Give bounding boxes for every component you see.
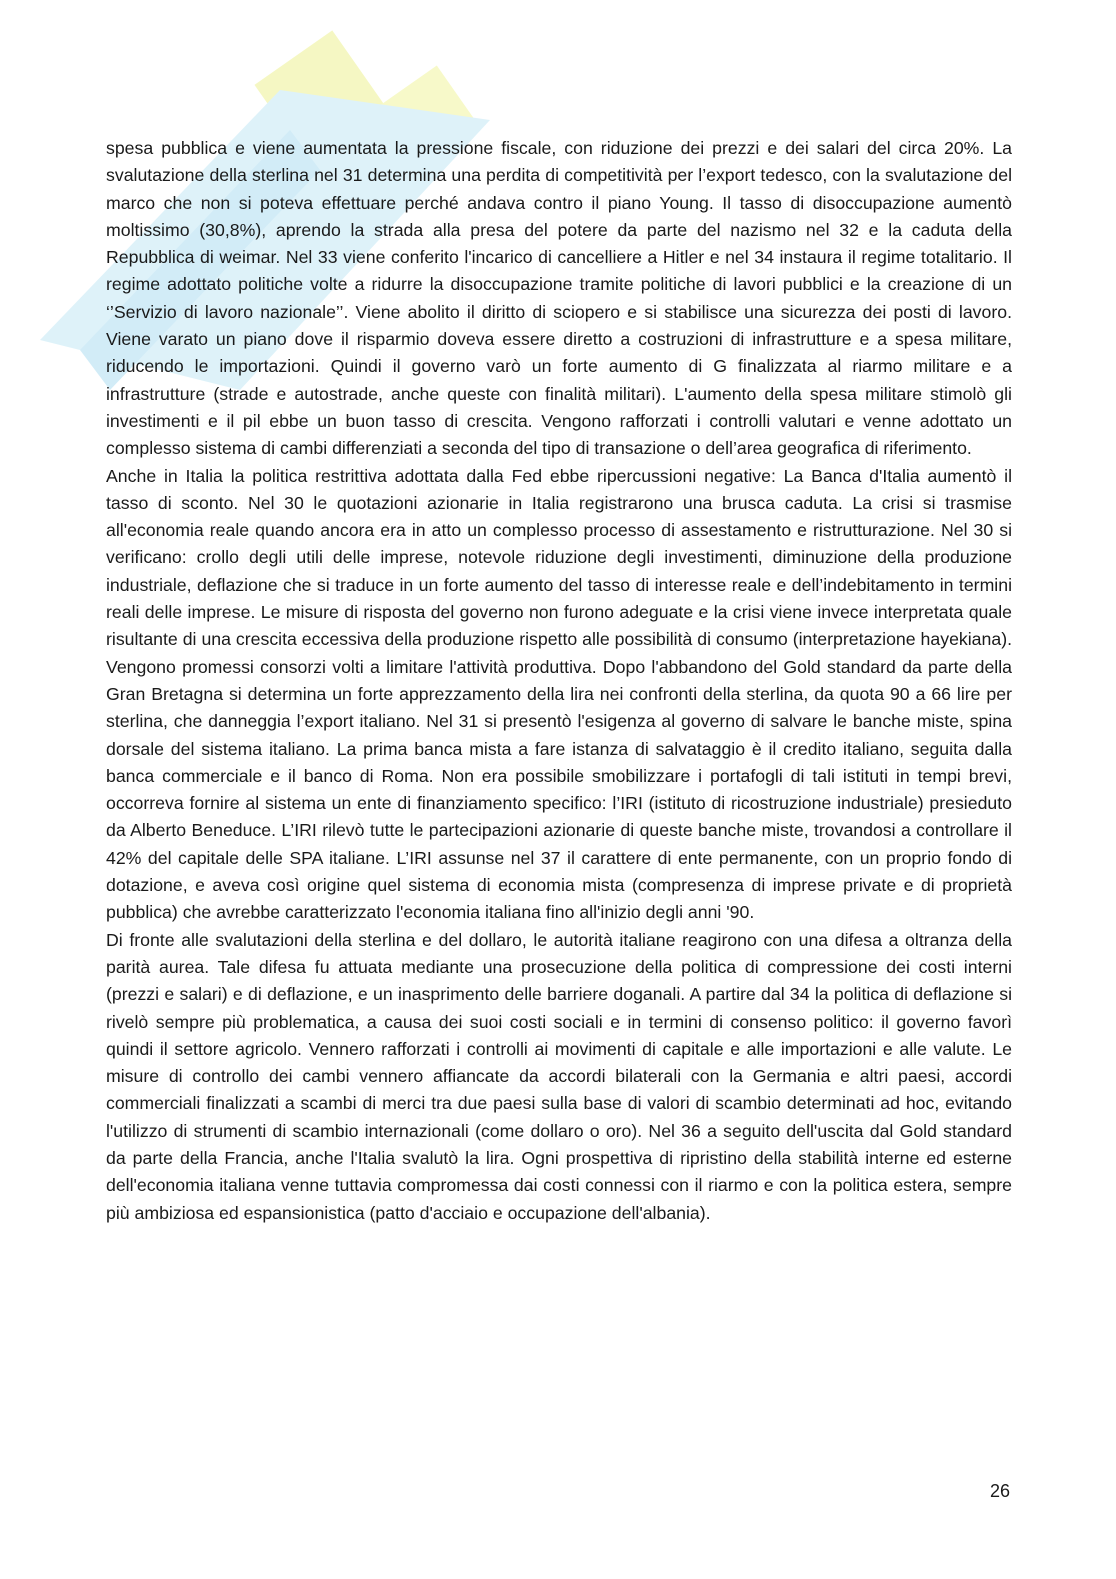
paragraph-2: Anche in Italia la politica restrittiva adottata dalla Fed ebbe ripercussioni negative: La Banca d'Italia aumentò il tasso di sconto. Nel 30 le quotazioni azionarie in Italia registrarono una brusca caduta. La crisi si trasmise all'economia reale quando ancora era in atto un complesso processo di assestamento e ristrutturazione. Nel 30 si verificano: crollo degli utili delle imprese, notevole riduzione degli investimenti, diminuzione della produzione industriale, deflazione che si traduce in un forte aumento del tasso di interesse reale e dell’indebitamento in termini reali delle imprese. Le misure di risposta del governo non furono adeguate e la crisi viene invece interpretata quale risultante di una crescita eccessiva della produzione rispetto alle possibilità di consumo (interpretazione hayekiana). Vengono promessi consorzi volti a limitare l'attività produttiva. Dopo l'abbandono del Gold standard da parte della Gran Bretagna si determina un forte apprezzamento della lira nei confronti della sterlina, da quota 90 a 66 lire per sterlina, che danneggia l’export italiano. Nel 31 si presentò l'esigenza al governo di salvare le banche miste, spina dorsale del sistema italiano. La prima banca mista a fare istanza di salvataggio è il credito italiano, seguita dalla banca commerciale e il banco di Roma. Non era possibile smobilizzare i portafogli di tali istituti in tempi brevi, occorreva fornire al sistema un ente di finanziamento specifico: l’IRI (istituto di ricostruzione industriale) presieduto da Alberto Beneduce. L’IRI rilevò tutte le partecipazioni azionarie di queste banche miste, trovandosi a controllare il 42% del capitale delle SPA italiane. L’IRI assunse nel 37 il carattere di ente permanente, con un proprio fondo di dotazione, e aveva così origine quel sistema di economia mista (compresenza di imprese private e di proprietà pubblica) che avrebbe caratterizzato l'economia italiana fino all'inizio degli anni '90. (106, 465, 1012, 923)
page-number: 26 (989, 1481, 1010, 1501)
paragraph-1: spesa pubblica e viene aumentata la pressione fiscale, con riduzione dei prezzi e dei salari del circa 20%. La svalutazione della sterlina nel 31 determina una perdita di competitività per l’export tedesco, con la svalutazione del marco che non si poteva effettuare perché andava contro il piano Young. Il tasso di disoccupazione aumentò moltissimo (30,8%), aprendo la strada alla presa del potere da parte del nazismo nel 32 e la caduta della Repubblica di weimar. Nel 33 viene conferito l'incarico di cancelliere a Hitler e nel 34 instaura il regime totalitario. Il regime adottato politiche volte a ridurre la disoccupazione tramite politiche di lavori pubblici e la creazione di un ‘’Servizio di lavoro nazionale’’. Viene abolito il diritto di sciopero e si stabilisce una sicurezza dei posti di lavoro. Viene varato un piano dove il risparmio doveva essere diretto a costruzioni di infrastrutture e a spesa militare, riducendo le importazioni. Quindi il governo varò un forte aumento di G finalizzata al riarmo militare e a infrastrutture (strade e autostrade, anche queste con finalità militari). L'aumento della spesa militare stimolò gli investimenti e il pil ebbe un buon tasso di crescita. Vengono rafforzati i controlli valutari e venne adottato un complesso sistema di cambi differenziati a seconda del tipo di transazione o dell’area geografica di riferimento. (106, 138, 1012, 459)
paragraph-3: Di fronte alle svalutazioni della sterlina e del dollaro, le autorità italiane reagirono con una difesa a oltranza della parità aurea. Tale difesa fu attuata mediante una prosecuzione della politica di compressione dei costi interni (prezzi e salari) e di deflazione, e un inasprimento delle barriere doganali. A partire dal 34 la politica di deflazione si rivelò sempre più problematica, a causa dei suoi costi sociali e in termini di consenso politico: il governo favorì quindi il settore agricolo. Vennero rafforzati i controlli ai movimenti di capitale e alle importazioni e alle valute. Le misure di controllo dei cambi vennero affiancate da accordi bilaterali con la Germania e altri paesi, accordi commerciali finalizzati a scambi di merci tra due paesi sulla base di valori di scambio determinati ad hoc, evitando l'utilizzo di strumenti di scambio internazionali (come dollaro o oro). Nel 36 a seguito dell'uscita dal Gold standard da parte della Francia, anche l'Italia svalutò la lira. Ogni prospettiva di ripristino della stabilità interne ed esterne dell'economia italiana venne tuttavia compromessa dai costi connessi con il riarmo e con la politica estera, sempre più ambiziosa ed espansionistica (patto d'acciaio e occupazione dell'albania). (106, 929, 1012, 1223)
document-body (106, 135, 1012, 1227)
